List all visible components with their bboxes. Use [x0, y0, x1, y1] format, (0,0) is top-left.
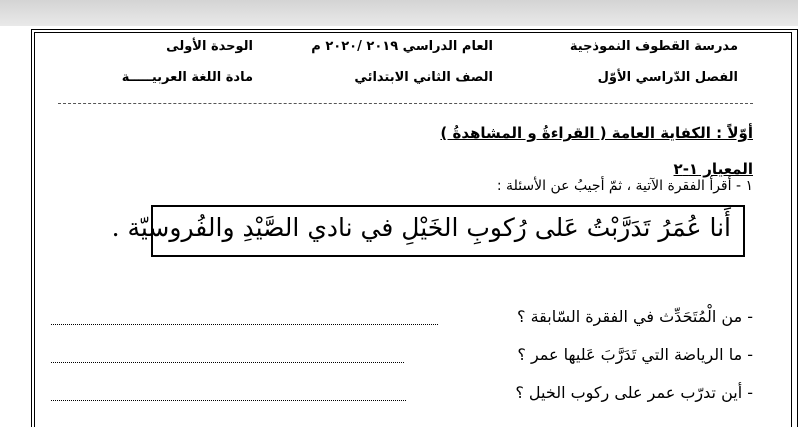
passage-box	[111, 205, 745, 257]
answer-line-1[interactable]	[51, 324, 438, 325]
instruction-text: ١ - أقرأ الفقرة الآتية ، ثمّ أجيبُ عن الأسئلة :	[496, 178, 753, 194]
subject-label: مادة اللغة العربيـــــة	[121, 70, 253, 85]
question-1: - من الْمُتَحَدِّث في الفقرة السّابقة ؟	[516, 307, 753, 326]
semester-label: الفصل الدّراسي الأوّل	[597, 70, 738, 85]
grade-label: الصف الثاني الابتدائي	[354, 70, 493, 85]
question-2: - ما الرياضة التي تَدَرَّبَ عَليها عمر ؟	[517, 345, 753, 364]
school-name: مدرسة القطوف النموذجية	[569, 39, 738, 54]
academic-year: العام الدراسي ٢٠١٩ /٢٠٢٠ م	[311, 39, 493, 54]
unit-label: الوحدة الأولى	[166, 39, 253, 54]
passage-text: أَنا عُمَرُ تَدَرَّبْتُ عَلى رُكوبِ الخَيْلِ في نادي الصَّيْدِ والفُروسيّة .	[111, 213, 731, 242]
question-3: - أين تدرّب عمر على ركوب الخيل ؟	[515, 383, 753, 402]
header-divider	[58, 103, 753, 104]
answer-line-3[interactable]	[51, 400, 406, 401]
criterion-label: المعيار ١-٢	[673, 160, 753, 178]
section-title: أوّلاً : الكفاية العامة ( القراءةُ و المشاهدةُ )	[440, 124, 753, 142]
answer-line-2[interactable]	[51, 362, 404, 363]
window-top-bar	[0, 0, 798, 26]
